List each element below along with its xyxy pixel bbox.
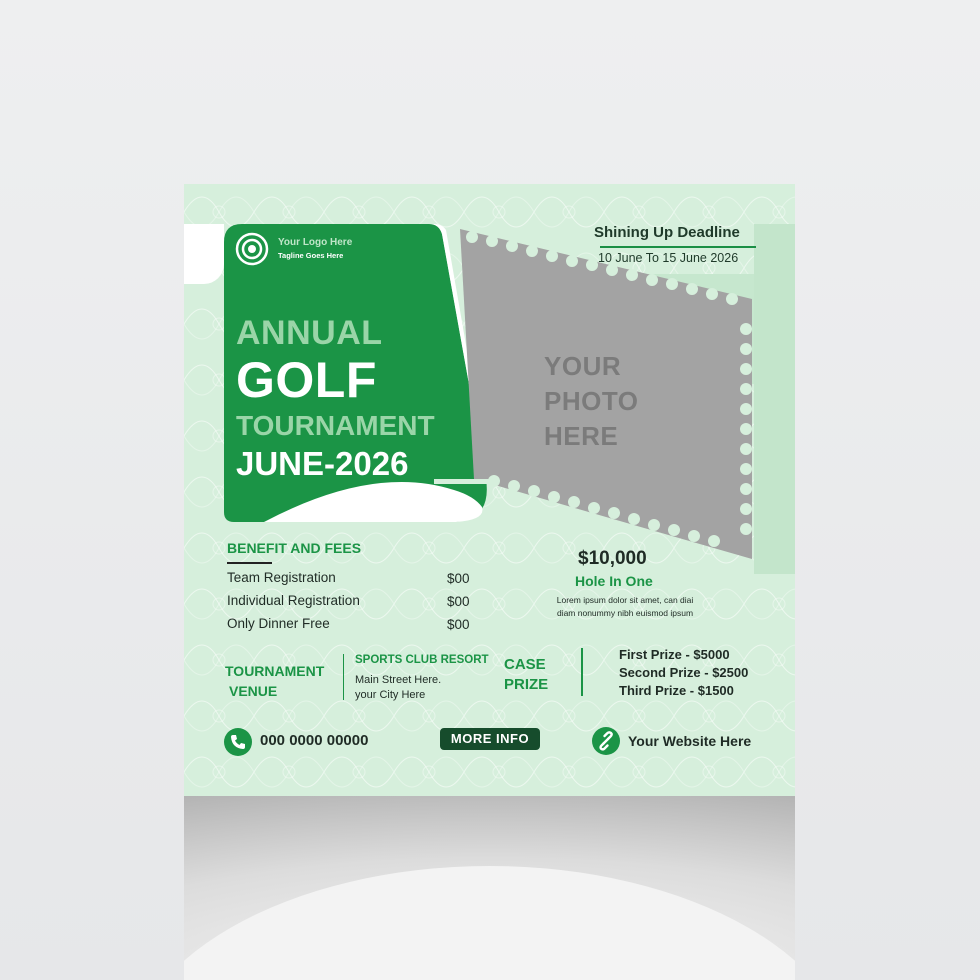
card-shadow [184, 796, 795, 980]
logo-name: Your Logo Here [278, 237, 353, 248]
venue-name: SPORTS CLUB RESORT [355, 654, 489, 666]
hole-in-one-title: Hole In One [575, 573, 653, 589]
headline-tournament: TOURNAMENT [236, 410, 435, 441]
link-icon[interactable] [592, 727, 620, 755]
venue-title-line-1: TOURNAMENT [225, 663, 325, 679]
white-corner-tab [184, 224, 224, 284]
headline-date: JUNE-2026 [236, 445, 409, 482]
fee-label: Team Registration [227, 570, 336, 585]
hole-in-one-description [545, 594, 705, 620]
venue-address [355, 673, 441, 703]
case-prize-title-line-2: PRIZE [504, 676, 549, 693]
photo-placeholder-text [544, 349, 704, 454]
description-line-2: diam nonummy nibh euismod ipsum [556, 608, 694, 618]
prize-item: Third Prize - $1500 [619, 683, 734, 698]
venue-address-line-2: your City Here [355, 689, 426, 701]
prize-item: Second Prize - $2500 [619, 665, 749, 680]
prize-item: First Prize - $5000 [619, 647, 730, 662]
headline-golf: GOLF [236, 352, 377, 408]
venue-divider [343, 654, 344, 700]
phone-icon[interactable] [224, 728, 252, 756]
headline-annual: ANNUAL [236, 314, 383, 352]
description-line-1: Lorem ipsum dolor sit amet, can diai [556, 595, 694, 605]
accent-stripe [754, 224, 795, 574]
hole-in-one-amount: $10,000 [578, 548, 647, 569]
fee-value: $00 [447, 571, 470, 586]
photo-line-1: YOUR [544, 351, 622, 381]
photo-line-3: HERE [544, 421, 619, 451]
logo-tagline: Tagline Goes Here [278, 251, 344, 260]
phone-number[interactable]: 000 0000 00000 [260, 732, 369, 749]
deadline-dates: 10 June To 15 June 2026 [598, 251, 739, 265]
photo-line-2: PHOTO [544, 386, 639, 416]
case-prize-title [504, 655, 548, 695]
venue-title [225, 661, 335, 701]
fee-label: Only Dinner Free [227, 616, 330, 631]
target-rings-icon [235, 232, 269, 266]
deadline-title: Shining Up Deadline [594, 224, 740, 241]
fee-label: Individual Registration [227, 593, 360, 608]
case-prize-list [619, 646, 748, 700]
more-info-button[interactable]: MORE INFO [440, 728, 540, 750]
fee-row [227, 593, 477, 608]
golf-flyer [184, 184, 795, 796]
benefits-title: BENEFIT AND FEES [227, 540, 362, 556]
venue-title-line-2: VENUE [229, 683, 278, 699]
fee-value: $00 [447, 594, 470, 609]
fee-row [227, 616, 477, 631]
fee-row [227, 570, 477, 585]
case-prize-divider [581, 648, 583, 696]
website-url[interactable]: Your Website Here [628, 733, 752, 749]
deadline-divider [600, 246, 756, 248]
benefits-divider [227, 562, 272, 564]
fee-value: $00 [447, 617, 470, 632]
case-prize-title-line-1: CASE [504, 656, 546, 673]
venue-address-line-1: Main Street Here. [355, 674, 442, 686]
